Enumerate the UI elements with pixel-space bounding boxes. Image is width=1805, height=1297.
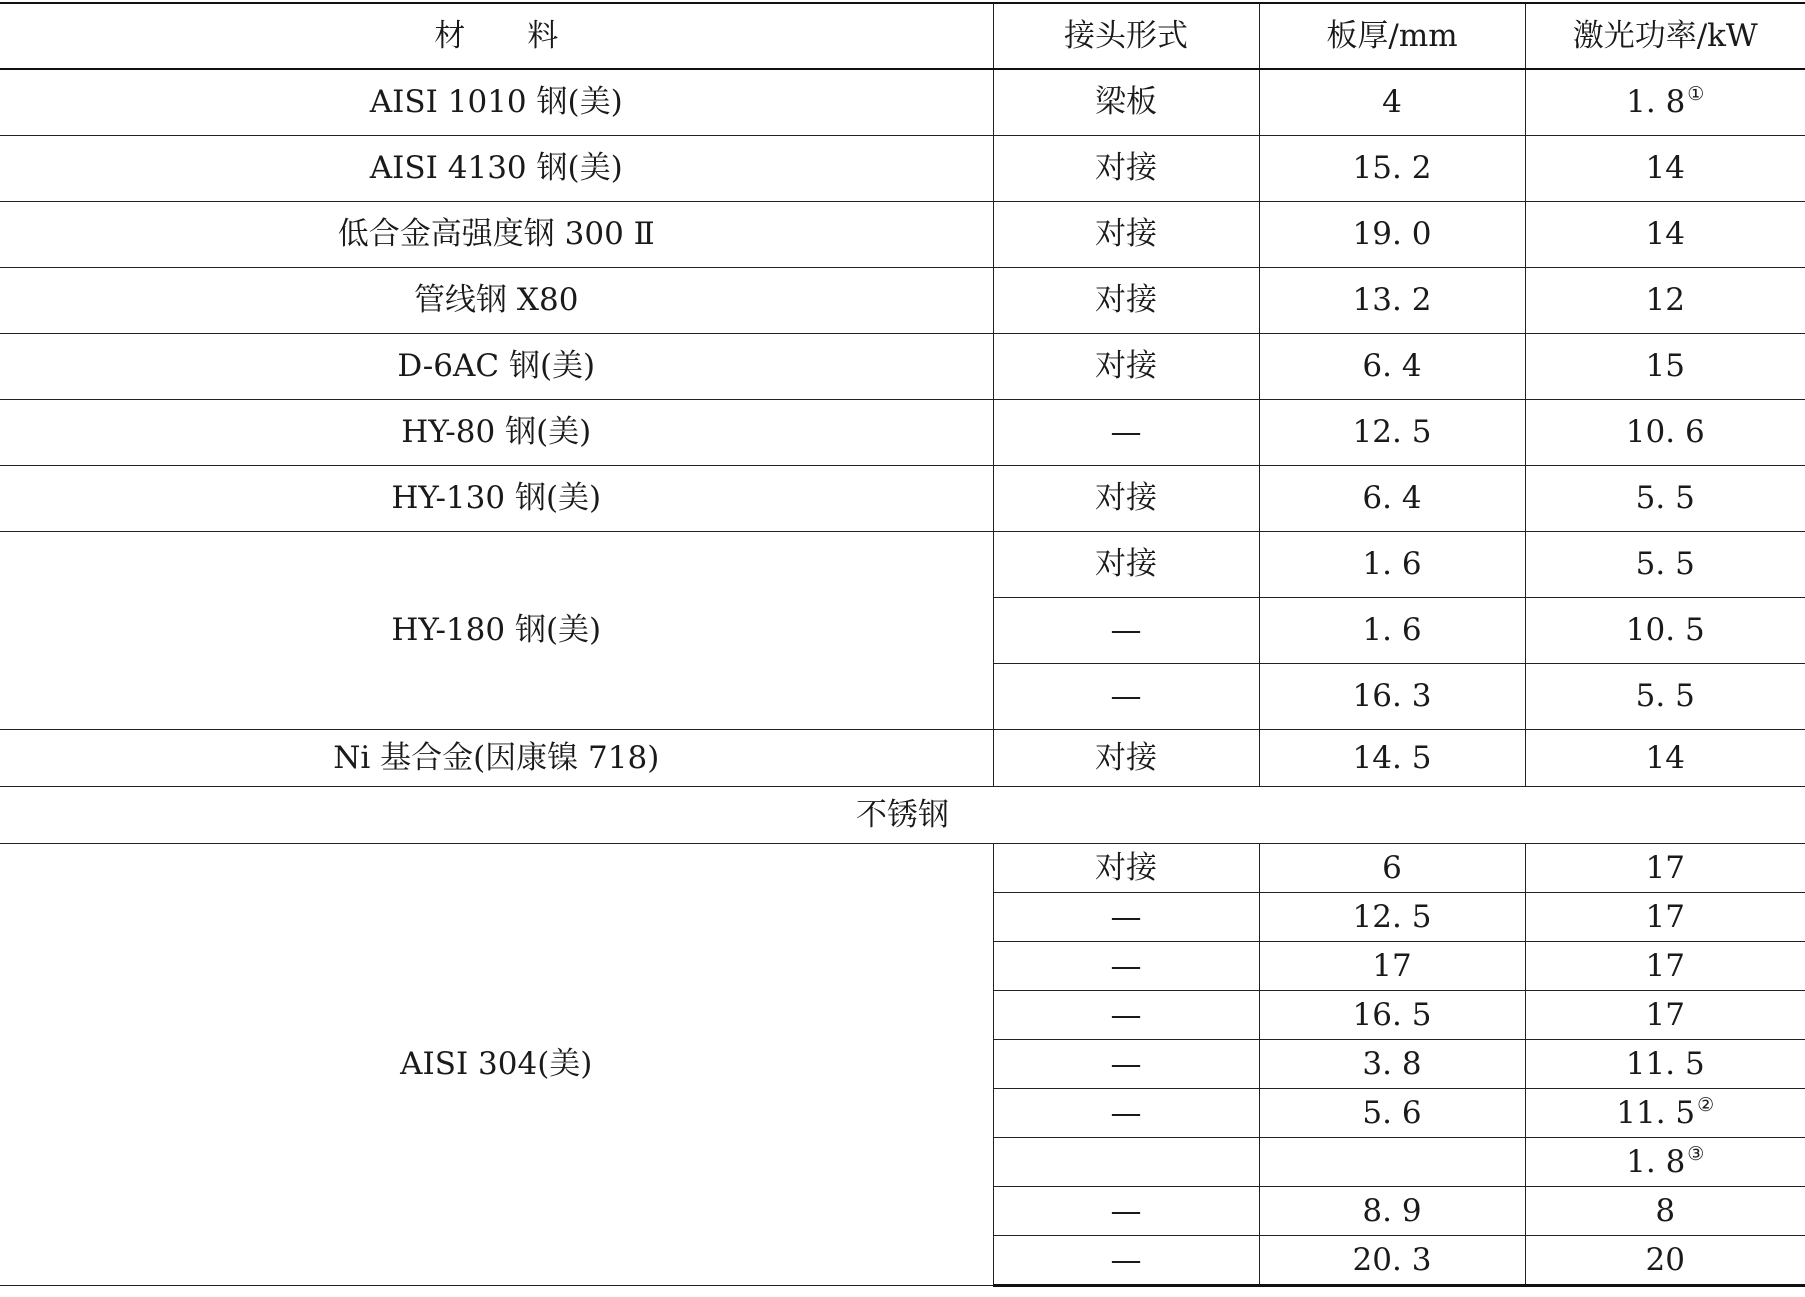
joint-cell: — xyxy=(993,400,1259,466)
joint-cell: — xyxy=(993,1040,1259,1089)
thickness-cell: 3. 8 xyxy=(1259,1040,1525,1089)
joint-cell: 梁板 xyxy=(993,69,1259,136)
thickness-cell: 12. 5 xyxy=(1259,893,1525,942)
joint-cell: 对接 xyxy=(993,268,1259,334)
power-cell xyxy=(1525,1089,1805,1138)
thickness-cell: 19. 0 xyxy=(1259,202,1525,268)
thickness-cell: 6 xyxy=(1259,844,1525,893)
power-cell: 5. 5 xyxy=(1525,466,1805,532)
power-cell xyxy=(1525,69,1805,136)
footnote-marker: ③ xyxy=(1687,1142,1705,1165)
section-row xyxy=(0,787,1805,844)
thickness-cell: 6. 4 xyxy=(1259,466,1525,532)
table-row xyxy=(0,844,1805,893)
thickness-cell: 8. 9 xyxy=(1259,1187,1525,1236)
table-row xyxy=(0,268,1805,334)
joint-cell: 对接 xyxy=(993,730,1259,787)
thickness-cell: 1. 6 xyxy=(1259,532,1525,598)
header-thickness: 板厚/mm xyxy=(1259,3,1525,69)
material-cell: HY-80 钢(美) xyxy=(0,400,993,466)
power-cell: 11. 5 xyxy=(1525,1040,1805,1089)
power-cell: 10. 6 xyxy=(1525,400,1805,466)
joint-cell xyxy=(993,1138,1259,1187)
power-cell: 17 xyxy=(1525,942,1805,991)
material-cell: AISI 1010 钢(美) xyxy=(0,69,993,136)
joint-cell: 对接 xyxy=(993,334,1259,400)
power-cell: 17 xyxy=(1525,844,1805,893)
joint-cell: 对接 xyxy=(993,466,1259,532)
power-value: 11. 5 xyxy=(1616,1094,1696,1131)
power-cell: 20 xyxy=(1525,1236,1805,1286)
joint-cell: 对接 xyxy=(993,202,1259,268)
material-cell: 管线钢 X80 xyxy=(0,268,993,334)
table-row xyxy=(0,532,1805,598)
thickness-cell xyxy=(1259,1138,1525,1187)
table-row xyxy=(0,334,1805,400)
header-joint-type: 接头形式 xyxy=(993,3,1259,69)
power-value: 1. 8 xyxy=(1626,1143,1686,1180)
joint-cell: — xyxy=(993,1187,1259,1236)
header-material: 材 料 xyxy=(0,3,993,69)
power-cell: 5. 5 xyxy=(1525,664,1805,730)
section-label-stainless-steel: 不锈钢 xyxy=(0,787,1805,844)
thickness-cell: 16. 5 xyxy=(1259,991,1525,1040)
footnote-marker: ① xyxy=(1687,83,1705,106)
joint-cell: 对接 xyxy=(993,136,1259,202)
footnote-marker: ② xyxy=(1697,1093,1715,1116)
thickness-cell: 17 xyxy=(1259,942,1525,991)
thickness-cell: 20. 3 xyxy=(1259,1236,1525,1286)
joint-cell: 对接 xyxy=(993,532,1259,598)
joint-cell: — xyxy=(993,991,1259,1040)
power-cell: 12 xyxy=(1525,268,1805,334)
material-cell: HY-130 钢(美) xyxy=(0,466,993,532)
joint-cell: — xyxy=(993,1236,1259,1286)
material-cell: D-6AC 钢(美) xyxy=(0,334,993,400)
power-cell: 14 xyxy=(1525,202,1805,268)
material-cell: Ni 基合金(因康镍 718) xyxy=(0,730,993,787)
joint-cell: — xyxy=(993,942,1259,991)
power-cell: 10. 5 xyxy=(1525,598,1805,664)
table-row xyxy=(0,136,1805,202)
material-cell: AISI 4130 钢(美) xyxy=(0,136,993,202)
table-row xyxy=(0,400,1805,466)
power-cell: 14 xyxy=(1525,730,1805,787)
material-cell: HY-180 钢(美) xyxy=(0,532,993,730)
table-row xyxy=(0,202,1805,268)
thickness-cell: 13. 2 xyxy=(1259,268,1525,334)
material-cell: AISI 304(美) xyxy=(0,844,993,1286)
joint-cell: — xyxy=(993,664,1259,730)
thickness-cell: 6. 4 xyxy=(1259,334,1525,400)
thickness-cell: 5. 6 xyxy=(1259,1089,1525,1138)
joint-cell: — xyxy=(993,1089,1259,1138)
power-cell: 17 xyxy=(1525,991,1805,1040)
power-value: 1. 8 xyxy=(1626,84,1686,121)
joint-cell: 对接 xyxy=(993,844,1259,893)
power-cell: 17 xyxy=(1525,893,1805,942)
power-cell: 14 xyxy=(1525,136,1805,202)
table-header-row xyxy=(0,3,1805,69)
laser-welding-table xyxy=(0,2,1805,1287)
table-row xyxy=(0,730,1805,787)
thickness-cell: 14. 5 xyxy=(1259,730,1525,787)
material-cell: 低合金高强度钢 300 Ⅱ xyxy=(0,202,993,268)
header-laser-power: 激光功率/kW xyxy=(1525,3,1805,69)
joint-cell: — xyxy=(993,893,1259,942)
power-cell: 15 xyxy=(1525,334,1805,400)
table-row xyxy=(0,69,1805,136)
thickness-cell: 1. 6 xyxy=(1259,598,1525,664)
thickness-cell: 15. 2 xyxy=(1259,136,1525,202)
power-cell: 5. 5 xyxy=(1525,532,1805,598)
power-cell xyxy=(1525,1138,1805,1187)
thickness-cell: 12. 5 xyxy=(1259,400,1525,466)
thickness-cell: 16. 3 xyxy=(1259,664,1525,730)
table-row xyxy=(0,466,1805,532)
joint-cell: — xyxy=(993,598,1259,664)
power-cell: 8 xyxy=(1525,1187,1805,1236)
thickness-cell: 4 xyxy=(1259,69,1525,136)
